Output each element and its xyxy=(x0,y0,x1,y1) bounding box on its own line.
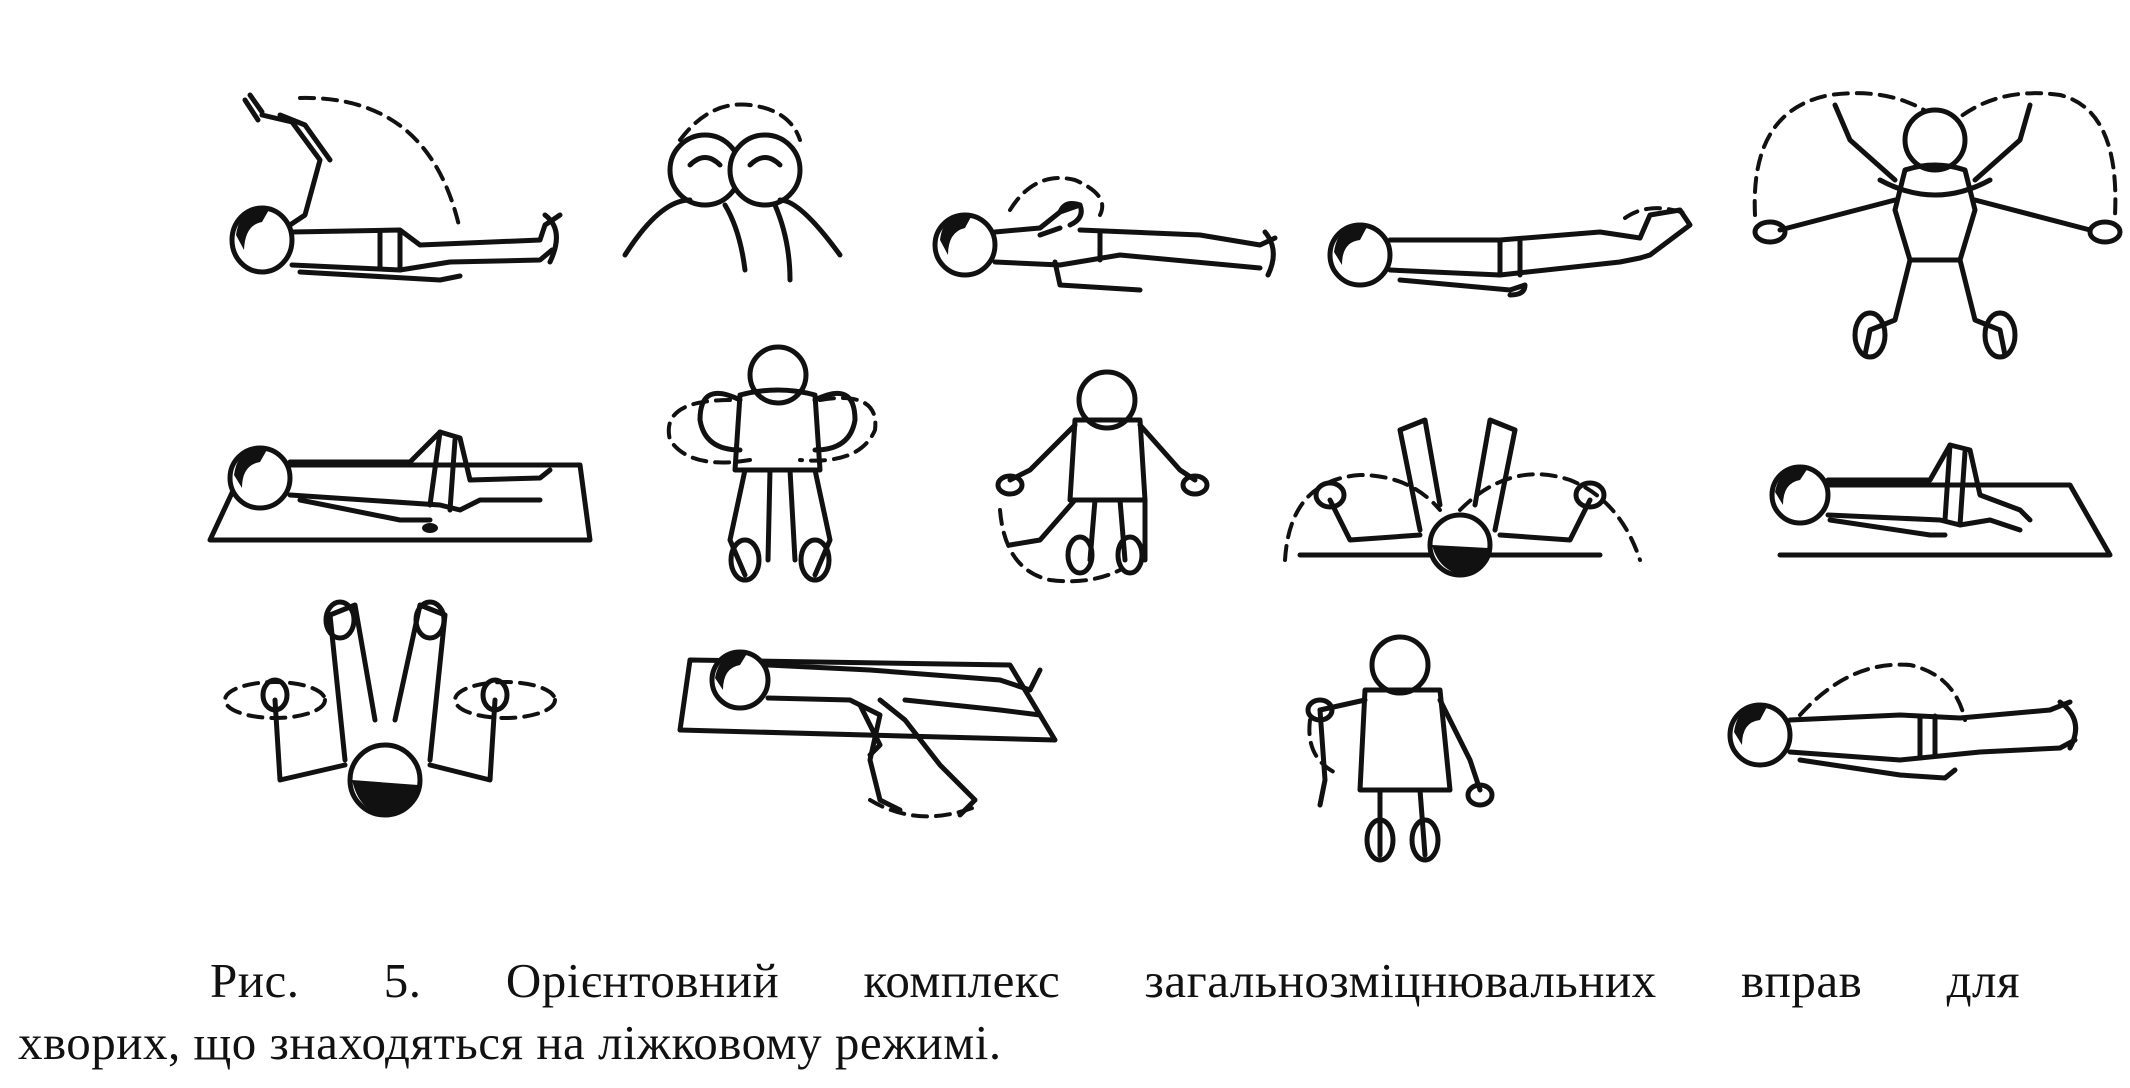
illustration-top-view-arm-rotation xyxy=(1308,637,1492,860)
illustration-top-view-arms-arc-legs-up xyxy=(1285,420,1640,575)
caption-line-2: хворих, що знаходяться на ліжковому режимі. xyxy=(18,1015,1002,1070)
illustration-top-view-arm-circles xyxy=(1755,93,2120,357)
illustration-top-view-shoulder-circles xyxy=(669,347,876,580)
caption-line-1: Рис. 5. Орієнтовний комплекс загальнозміцнювальних вправ для xyxy=(210,953,2020,1008)
illustration-supine-torso-arc xyxy=(1730,665,2076,778)
illustration-head-top-view xyxy=(625,104,840,280)
illustration-supine-arm-raise xyxy=(232,95,560,280)
illustration-supine-hand-rotation xyxy=(935,178,1275,290)
illustration-top-view-legs-up-wrist-circles xyxy=(225,602,555,815)
illustration-supine-leg-swing-on-mat xyxy=(680,652,1055,816)
illustration-supine-knee-bend-on-mat xyxy=(210,432,590,540)
illustration-top-view-hip-rotation xyxy=(998,372,1207,581)
illustration-supine-knee-bend-right xyxy=(1772,445,2110,555)
illustration-supine-foot-flexion xyxy=(1330,208,1690,295)
